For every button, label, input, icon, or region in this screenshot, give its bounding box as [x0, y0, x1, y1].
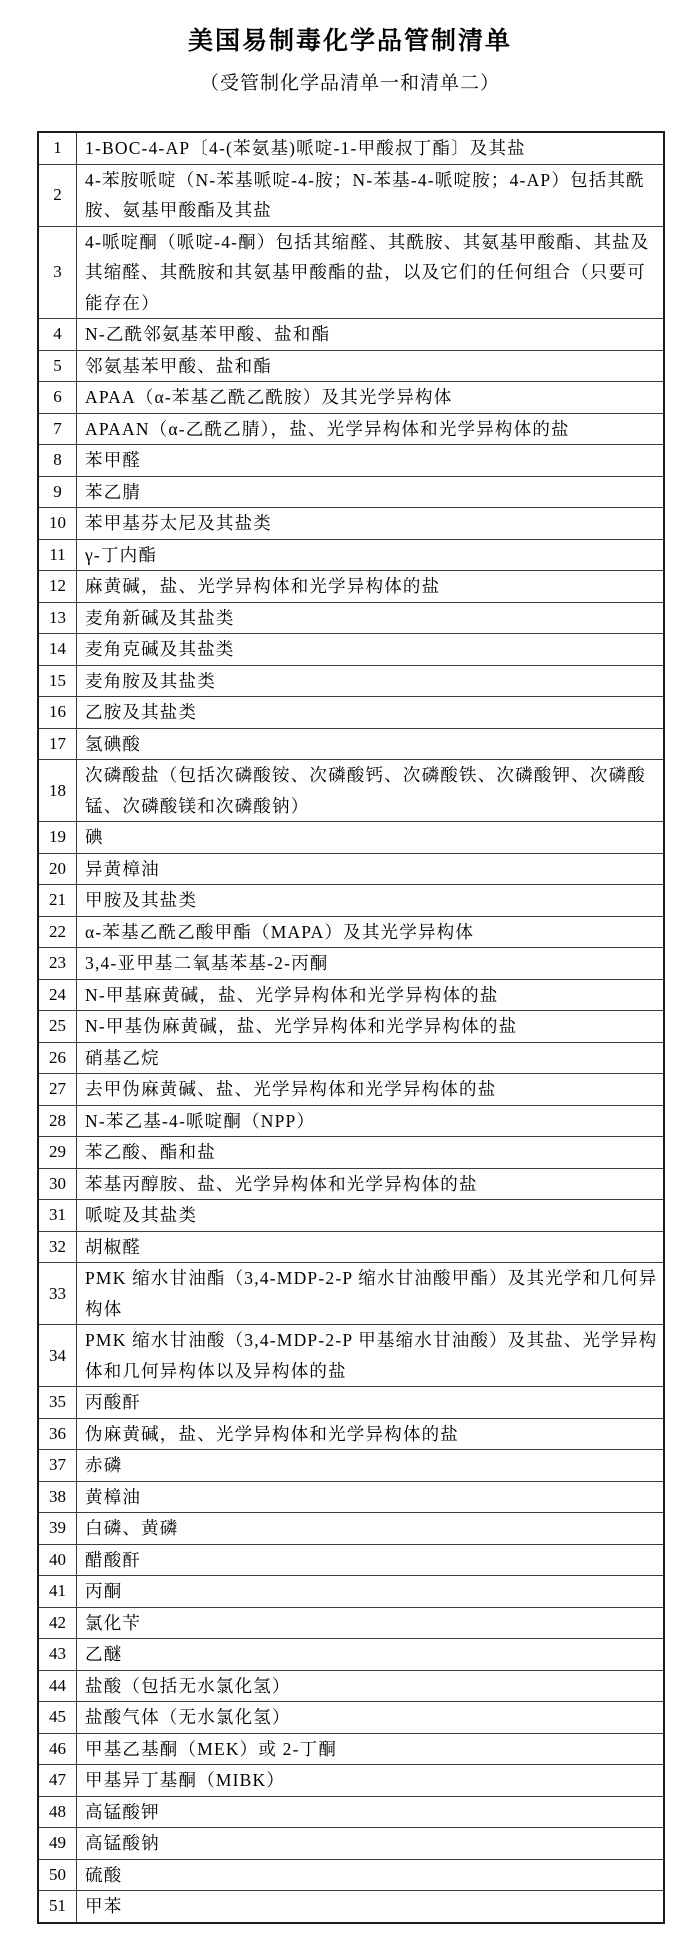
table-row — [38, 979, 664, 1011]
chemical-name: 氢碘酸 — [77, 728, 665, 760]
table-row — [38, 697, 664, 729]
chemical-name: 去甲伪麻黄碱、盐、光学异构体和光学异构体的盐 — [77, 1074, 665, 1106]
chemical-name: 盐酸气体（无水氯化氢） — [77, 1702, 665, 1734]
row-number: 10 — [38, 508, 77, 540]
row-number: 51 — [38, 1891, 77, 1923]
row-number: 12 — [38, 571, 77, 603]
table-row — [38, 1576, 664, 1608]
table-row — [38, 571, 664, 603]
chemical-name: 麦角胺及其盐类 — [77, 665, 665, 697]
table-row — [38, 1418, 664, 1450]
chemical-name: 高锰酸钾 — [77, 1796, 665, 1828]
table-row — [38, 1074, 664, 1106]
table-row — [38, 1011, 664, 1043]
row-number: 45 — [38, 1702, 77, 1734]
row-number: 23 — [38, 948, 77, 980]
table-row — [38, 602, 664, 634]
chemical-name: 碘 — [77, 822, 665, 854]
row-number: 34 — [38, 1325, 77, 1387]
chemical-name: N-甲基麻黄碱，盐、光学异构体和光学异构体的盐 — [77, 979, 665, 1011]
table-row — [38, 508, 664, 540]
row-number: 30 — [38, 1168, 77, 1200]
table-row — [38, 1765, 664, 1797]
row-number: 15 — [38, 665, 77, 697]
table-row — [38, 760, 664, 822]
table-row — [38, 382, 664, 414]
chemical-list-table — [37, 131, 665, 1924]
chemical-name: 麻黄碱，盐、光学异构体和光学异构体的盐 — [77, 571, 665, 603]
chemical-name: N-甲基伪麻黄碱，盐、光学异构体和光学异构体的盐 — [77, 1011, 665, 1043]
chemical-name: 1-BOC-4-AP〔4-(苯氨基)哌啶-1-甲酸叔丁酯〕及其盐 — [77, 132, 665, 164]
chemical-name: 胡椒醛 — [77, 1231, 665, 1263]
row-number: 29 — [38, 1137, 77, 1169]
page-title: 美国易制毒化学品管制清单 — [187, 28, 512, 55]
row-number: 43 — [38, 1639, 77, 1671]
chemical-name: 哌啶及其盐类 — [77, 1200, 665, 1232]
row-number: 16 — [38, 697, 77, 729]
table-row — [38, 1891, 664, 1923]
table-row — [38, 1513, 664, 1545]
row-number: 11 — [38, 539, 77, 571]
chemical-name: 苯乙腈 — [77, 476, 665, 508]
chemical-name: APAAN（α-乙酰乙腈），盐、光学异构体和光学异构体的盐 — [77, 413, 665, 445]
row-number: 8 — [38, 445, 77, 477]
row-number: 39 — [38, 1513, 77, 1545]
table-row — [38, 1544, 664, 1576]
chemical-name: 甲基异丁基酮（MIBK） — [77, 1765, 665, 1797]
chemical-name: 白磷、黄磷 — [77, 1513, 665, 1545]
row-number: 33 — [38, 1263, 77, 1325]
row-number: 17 — [38, 728, 77, 760]
table-row — [38, 728, 664, 760]
table-row — [38, 476, 664, 508]
row-number: 31 — [38, 1200, 77, 1232]
table-row — [38, 1796, 664, 1828]
table-row — [38, 885, 664, 917]
row-number: 1 — [38, 132, 77, 164]
chemical-name: 3,4-亚甲基二氧基苯基-2-丙酮 — [77, 948, 665, 980]
table-row — [38, 1733, 664, 1765]
row-number: 4 — [38, 319, 77, 351]
chemical-name: 麦角克碱及其盐类 — [77, 634, 665, 666]
row-number: 35 — [38, 1387, 77, 1419]
table-row — [38, 1263, 664, 1325]
table-row — [38, 822, 664, 854]
table-body — [38, 132, 664, 1923]
table-row — [38, 853, 664, 885]
table-row — [38, 1105, 664, 1137]
chemical-name: 盐酸（包括无水氯化氢） — [77, 1670, 665, 1702]
table-row — [38, 445, 664, 477]
table-row — [38, 1200, 664, 1232]
chemical-name: N-苯乙基-4-哌啶酮（NPP） — [77, 1105, 665, 1137]
row-number: 6 — [38, 382, 77, 414]
chemical-name: 醋酸酐 — [77, 1544, 665, 1576]
table-row — [38, 1607, 664, 1639]
chemical-name: 4-哌啶酮（哌啶-4-酮）包括其缩醛、其酰胺、其氨基甲酸酯、其盐及其缩醛、其酰胺和其氨基甲酸酯的盐，以及它们的任何组合（只要可能存在） — [77, 226, 665, 319]
table-row — [38, 1168, 664, 1200]
table-row — [38, 1137, 664, 1169]
chemical-name: PMK 缩水甘油酸（3,4-MDP-2-P 甲基缩水甘油酸）及其盐、光学异构体和几何异构体以及异构体的盐 — [77, 1325, 665, 1387]
chemical-name: 硫酸 — [77, 1859, 665, 1891]
row-number: 32 — [38, 1231, 77, 1263]
row-number: 41 — [38, 1576, 77, 1608]
row-number: 36 — [38, 1418, 77, 1450]
row-number: 26 — [38, 1042, 77, 1074]
row-number: 48 — [38, 1796, 77, 1828]
table-row — [38, 1639, 664, 1671]
table-row — [38, 665, 664, 697]
row-number: 47 — [38, 1765, 77, 1797]
table-row — [38, 1481, 664, 1513]
table-row — [38, 948, 664, 980]
table-row — [38, 226, 664, 319]
chemical-name: 苯基丙醇胺、盐、光学异构体和光学异构体的盐 — [77, 1168, 665, 1200]
row-number: 13 — [38, 602, 77, 634]
table-row — [38, 1231, 664, 1263]
row-number: 25 — [38, 1011, 77, 1043]
table-row — [38, 132, 664, 164]
table-row — [38, 1828, 664, 1860]
row-number: 50 — [38, 1859, 77, 1891]
chemical-name: PMK 缩水甘油酯（3,4-MDP-2-P 缩水甘油酸甲酯）及其光学和几何异构体 — [77, 1263, 665, 1325]
chemical-name: 赤磷 — [77, 1450, 665, 1482]
chemical-name: 伪麻黄碱，盐、光学异构体和光学异构体的盐 — [77, 1418, 665, 1450]
row-number: 3 — [38, 226, 77, 319]
row-number: 38 — [38, 1481, 77, 1513]
chemical-name: 丙酸酐 — [77, 1387, 665, 1419]
chemical-name: 甲苯 — [77, 1891, 665, 1923]
row-number: 9 — [38, 476, 77, 508]
chemical-name: α-苯基乙酰乙酸甲酯（MAPA）及其光学异构体 — [77, 916, 665, 948]
row-number: 18 — [38, 760, 77, 822]
row-number: 42 — [38, 1607, 77, 1639]
row-number: 49 — [38, 1828, 77, 1860]
row-number: 44 — [38, 1670, 77, 1702]
chemical-name: 氯化苄 — [77, 1607, 665, 1639]
chemical-name: 苯甲基芬太尼及其盐类 — [77, 508, 665, 540]
chemical-name: 4-苯胺哌啶（N-苯基哌啶-4-胺；N-苯基-4-哌啶胺；4-AP）包括其酰胺、氨基甲酸酯及其盐 — [77, 164, 665, 226]
row-number: 5 — [38, 350, 77, 382]
row-number: 46 — [38, 1733, 77, 1765]
row-number: 22 — [38, 916, 77, 948]
chemical-name: γ-丁内酯 — [77, 539, 665, 571]
row-number: 24 — [38, 979, 77, 1011]
table-row — [38, 413, 664, 445]
row-number: 28 — [38, 1105, 77, 1137]
table-row — [38, 350, 664, 382]
chemical-name: APAA（α-苯基乙酰乙酰胺）及其光学异构体 — [77, 382, 665, 414]
table-row — [38, 1450, 664, 1482]
table-row — [38, 634, 664, 666]
chemical-name: 乙醚 — [77, 1639, 665, 1671]
chemical-name: N-乙酰邻氨基苯甲酸、盐和酯 — [77, 319, 665, 351]
row-number: 14 — [38, 634, 77, 666]
row-number: 20 — [38, 853, 77, 885]
row-number: 40 — [38, 1544, 77, 1576]
chemical-name: 次磷酸盐（包括次磷酸铵、次磷酸钙、次磷酸铁、次磷酸钾、次磷酸锰、次磷酸镁和次磷酸钠） — [77, 760, 665, 822]
chemical-name: 甲基乙基酮（MEK）或 2-丁酮 — [77, 1733, 665, 1765]
row-number: 2 — [38, 164, 77, 226]
table-row — [38, 1387, 664, 1419]
page-subtitle: （受管制化学品清单一和清单二） — [199, 73, 500, 94]
chemical-name: 硝基乙烷 — [77, 1042, 665, 1074]
chemical-name: 黄樟油 — [77, 1481, 665, 1513]
chemical-name: 高锰酸钠 — [77, 1828, 665, 1860]
chemical-name: 苯乙酸、酯和盐 — [77, 1137, 665, 1169]
chemical-name: 邻氨基苯甲酸、盐和酯 — [77, 350, 665, 382]
row-number: 21 — [38, 885, 77, 917]
row-number: 19 — [38, 822, 77, 854]
chemical-name: 麦角新碱及其盐类 — [77, 602, 665, 634]
chemical-name: 乙胺及其盐类 — [77, 697, 665, 729]
table-row — [38, 319, 664, 351]
table-row — [38, 164, 664, 226]
table-row — [38, 539, 664, 571]
row-number: 27 — [38, 1074, 77, 1106]
row-number: 7 — [38, 413, 77, 445]
table-row — [38, 1042, 664, 1074]
table-row — [38, 1670, 664, 1702]
row-number: 37 — [38, 1450, 77, 1482]
table-row — [38, 916, 664, 948]
chemical-name: 苯甲醛 — [77, 445, 665, 477]
chemical-name: 甲胺及其盐类 — [77, 885, 665, 917]
chemical-name: 丙酮 — [77, 1576, 665, 1608]
table-row — [38, 1702, 664, 1734]
chemical-name: 异黄樟油 — [77, 853, 665, 885]
table-row — [38, 1859, 664, 1891]
table-row — [38, 1325, 664, 1387]
